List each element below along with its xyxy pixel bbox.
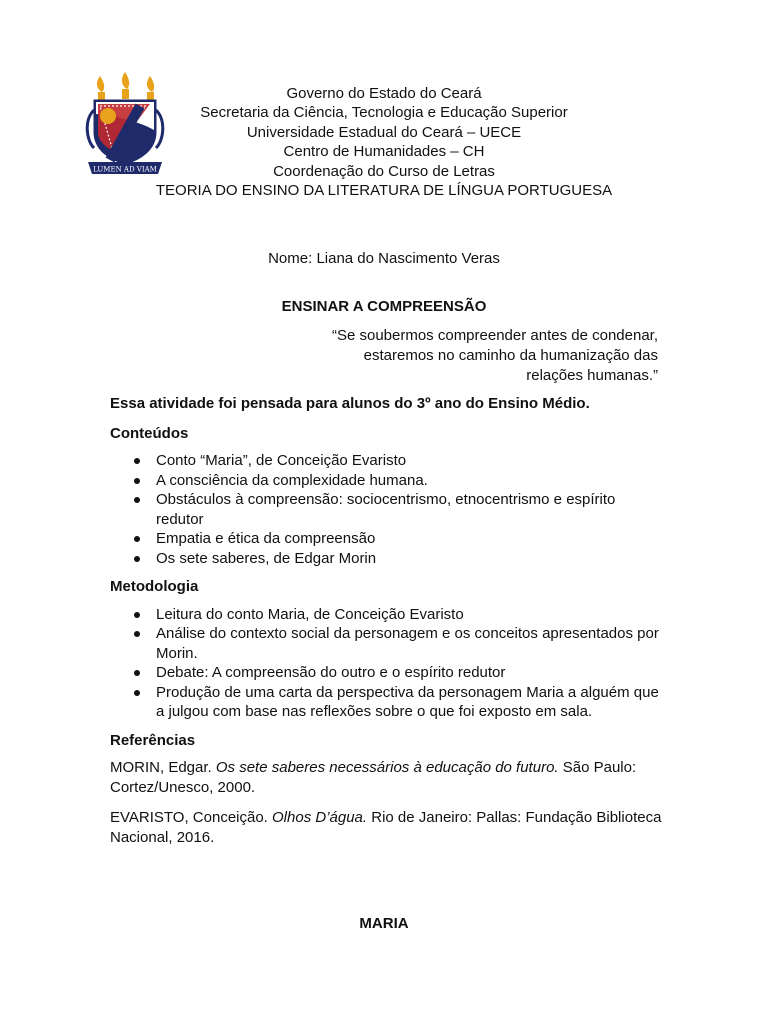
svg-text:LUMEN AD VIAM: LUMEN AD VIAM <box>93 165 157 174</box>
reference-publication: São Paulo: Cortez/Unesco, 2000. <box>110 759 637 796</box>
header-line-center: Centro de Humanidades – CH <box>283 143 485 161</box>
reference-work-title: Olhos D’água. <box>272 809 368 826</box>
reference-author: MORIN, Edgar. <box>110 759 216 776</box>
section-heading-metodologia: Metodologia <box>110 578 199 595</box>
epigraph-line: estaremos no caminho da humanização das <box>363 347 658 364</box>
reference-publication: Rio de Janeiro: Pallas: Fundação Biblioteca Nacional, 2016. <box>110 809 662 846</box>
section-heading-conteudos: Conteúdos <box>110 424 189 442</box>
list-item: Obstáculos à compreensão: sociocentrismo, etnocentrismo e espírito redutor <box>156 490 662 529</box>
document-body <box>110 394 662 858</box>
student-name: Nome: Liana do Nascimento Veras <box>268 250 500 267</box>
intro-paragraph: Essa atividade foi pensada para alunos do 3º ano do Ensino Médio. <box>110 395 590 412</box>
epigraph-line: relações humanas.” <box>526 367 658 384</box>
next-section-title: MARIA <box>359 915 409 932</box>
header-line-secretariat: Secretaria da Ciência, Tecnologia e Educação Superior <box>200 104 568 122</box>
epigraph-quote <box>298 326 658 386</box>
list-item: Leitura do conto Maria, de Conceição Evaristo <box>156 605 662 625</box>
reference-work-title: Os sete saberes necessários à educação do futuro. <box>215 759 559 776</box>
header-line-government: Governo do Estado do Ceará <box>286 85 482 102</box>
reference-entry-morin <box>110 758 662 797</box>
epigraph-line: “Se soubermos compreender antes de condenar, <box>331 327 658 344</box>
header-line-university: Universidade Estadual do Ceará – UECE <box>246 123 522 141</box>
conteudos-list <box>110 451 662 568</box>
list-item: Análise do contexto social da personagem e os conceitos apresentados por Morin. <box>156 624 662 663</box>
list-item: Os sete saberes, de Edgar Morin <box>156 549 662 569</box>
header-line-coordination: Coordenação do Curso de Letras <box>273 162 495 180</box>
section-heading-referencias: Referências <box>110 731 196 749</box>
list-item: Empatia e ética da compreensão <box>156 529 662 549</box>
institution-header <box>100 84 668 200</box>
list-item: Conto “Maria”, de Conceição Evaristo <box>156 451 662 471</box>
reference-entry-evaristo <box>110 808 662 847</box>
reference-author: EVARISTO, Conceição. <box>110 809 273 826</box>
list-item: A consciência da complexidade humana. <box>156 471 662 491</box>
document-title: ENSINAR A COMPREENSÃO <box>281 298 487 315</box>
list-item: Debate: A compreensão do outro e o espírito redutor <box>156 663 662 683</box>
header-line-course-title: TEORIA DO ENSINO DA LITERATURA DE LÍNGUA PORTUGUESA <box>155 182 613 200</box>
list-item: Produção de uma carta da perspectiva da personagem Maria a alguém que a julgou com base nas reflexões sobre o que foi exposto em sala. <box>156 683 662 722</box>
metodologia-list <box>110 605 662 722</box>
